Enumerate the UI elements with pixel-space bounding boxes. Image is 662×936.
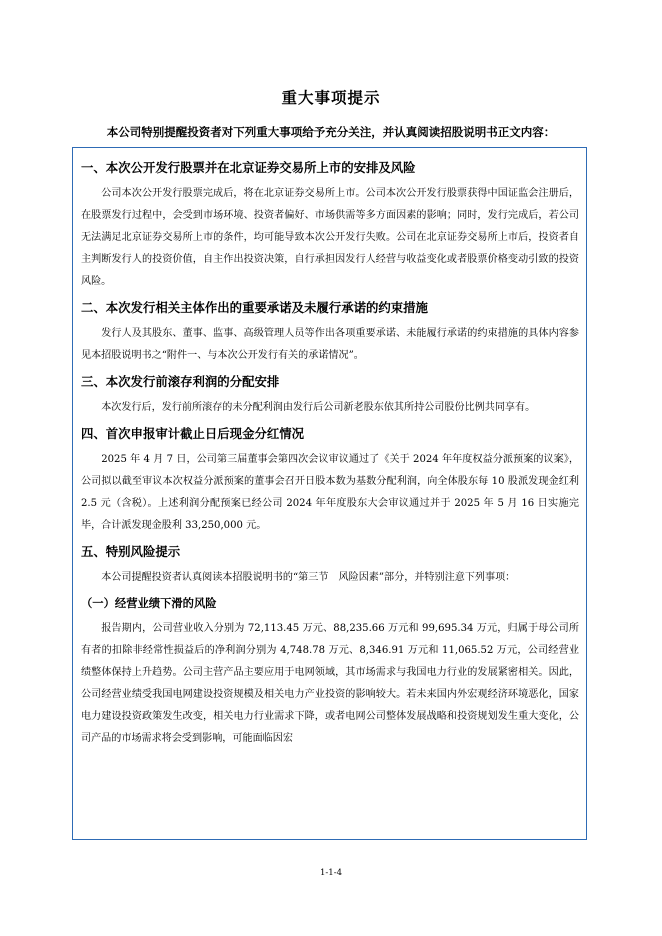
subsection-heading: （一）经营业绩下滑的风险 (81, 597, 217, 610)
section-heading-5: 五、特别风险提示 (81, 544, 181, 559)
section-paragraph-3: 本次发行后，发行前所滚存的未分配利润由发行后公司新老股东依其所持公司股份比例共同享有。 (101, 402, 536, 413)
intro-statement: 本公司特别提醒投资者对下列重大事项给予充分关注，并认真阅读招股说明书正文内容： (106, 125, 556, 139)
section-paragraph-1: 公司本次公开发行股票完成后，将在北京证券交易所上市。公司本次公开发行股票获得中国证监会注册后，在股票发行过程中，会受到市场环境、投资者偏好、市场供需等多方面因素的影响；同时，发行完成后，若公司无法满足北京证券交易所上市的条件，均可能导致本次公开发行失败。公司在北京证券交易所上市后，投资者自主判断发行人的投资价值，自主作出投资决策，自行承担因发行人经营与收益变化或者股票价格变动引致的投资风险。 (81, 188, 579, 287)
section-heading-3: 三、本次发行前滚存利润的分配安排 (81, 374, 280, 389)
section-paragraph-2: 发行人及其股东、董事、监事、高级管理人员等作出各项重要承诺、未能履行承诺的约束措施的具体内容参见本招股说明书之“附件一、与本次公开发行有关的承诺情况”。 (81, 328, 579, 361)
notice-box (72, 147, 587, 840)
page-title: 重大事项提示 (281, 89, 381, 107)
section-heading-1: 一、本次公开发行股票并在北京证券交易所上市的安排及风险 (81, 160, 416, 175)
subsection-paragraph: 报告期内，公司营业收入分别为 72,113.45 万元、88,235.66 万元和 99,695.34 万元，归属于母公司所有者的扣除非经常性损益后的净利润分别为 4,748.78 万元、8,346.91 万元和 11,065.52 万元，公司经营业绩整体保持上升趋势。公司主营产品主要应用于电网领域，其市场需求与我国电力行业的发展紧密相关。因此，公司经营业绩受我国电网建设投资规模及相关电力产业投资的影响较大。若未来国内外宏观经济环境恶化，国家电力建设投资政策发生改变，相关电力行业需求下降，或者电网公司整体发展战略和投资规划发生重大变化，公司产品的市场需求将会受到影响，可能面临因宏 (81, 623, 579, 744)
section-paragraph-4: 2025 年 4 月 7 日，公司第三届董事会第四次会议审议通过了《关于 2024 年年度权益分派预案的议案》，公司拟以截至审议本次权益分派预案的董事会召开日股本数为基数分配利润，向全体股东每 10 股派发现金红利 2.5 元（含税）。上述利润分配预案已经公司 2024 年年度股东大会审议通过并于 2025 年 5 月 16 日实施完毕，合计派发现金股利 33,250,000 元。 (81, 454, 579, 531)
section-heading-2: 二、本次发行相关主体作出的重要承诺及未履行承诺的约束措施 (81, 300, 428, 315)
section-paragraph-5: 本公司提醒投资者认真阅读本招股说明书的“第三节 风险因素”部分，并特别注意下列事项： (101, 572, 516, 583)
section-heading-4: 四、首次申报审计截止日后现金分红情况 (81, 426, 305, 441)
page-number: 1-1-4 (320, 868, 342, 878)
